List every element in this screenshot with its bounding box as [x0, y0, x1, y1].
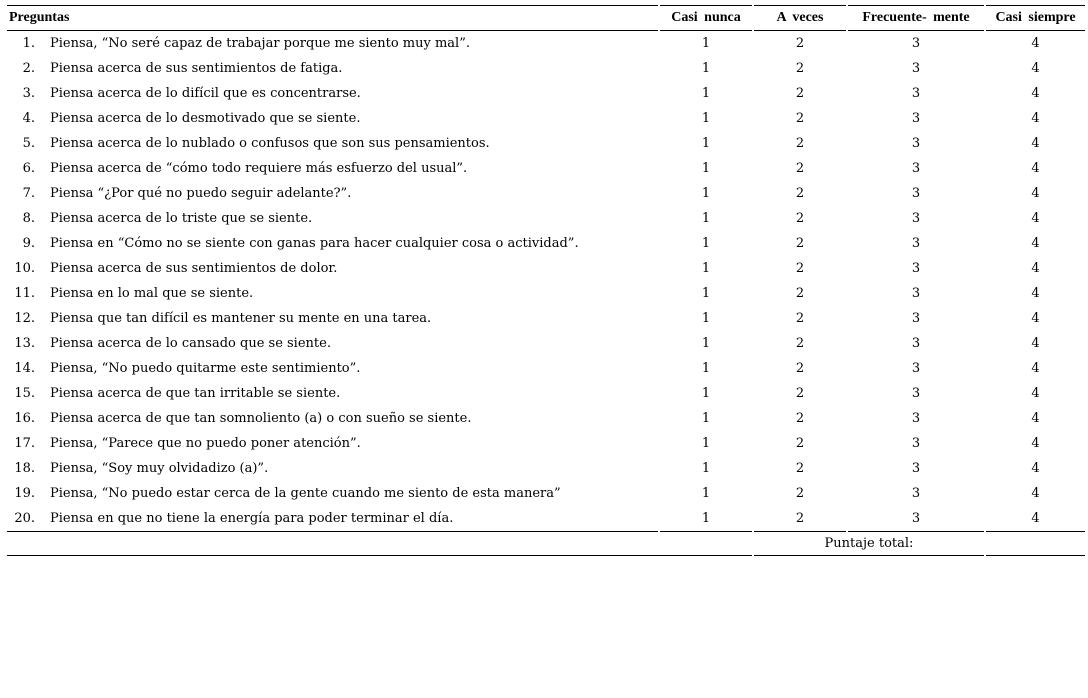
score-casi-siempre: 4	[1031, 161, 1040, 176]
score-casi-nunca: 1	[660, 506, 752, 532]
question-text: Piensa acerca de lo desmotivado que se siente.	[50, 111, 361, 126]
question-number: 1.	[22, 36, 35, 51]
score-a-veces: 2	[795, 336, 805, 351]
question-cell	[7, 481, 658, 506]
score-frecuentemente: 3	[911, 486, 921, 501]
table-row	[7, 256, 1085, 281]
score-casi-nunca: 1	[701, 411, 711, 426]
score-frecuentemente: 3	[911, 186, 921, 201]
score-casi-siempre: 4	[1031, 236, 1040, 251]
question-number: 12.	[14, 311, 35, 326]
table-header	[7, 5, 1085, 31]
question-text: Piensa acerca de que tan somnoliento (a) o con sueño se siente.	[50, 411, 472, 426]
score-casi-siempre: 4	[1031, 486, 1040, 501]
score-a-veces: 2	[795, 136, 805, 151]
score-casi-nunca: 1	[701, 486, 711, 501]
score-frecuentemente: 3	[911, 211, 921, 226]
score-a-veces: 2	[795, 286, 805, 301]
question-cell	[7, 256, 658, 281]
score-casi-siempre: 4	[1031, 61, 1040, 76]
question-number: 3.	[22, 86, 35, 101]
question-text: Piensa en “Cómo no se siente con ganas para hacer cualquier cosa o actividad”.	[50, 236, 579, 251]
question-cell	[7, 381, 658, 406]
score-frecuentemente: 3	[911, 261, 921, 276]
question-text: Piensa acerca de que tan irritable se siente.	[50, 386, 341, 401]
score-casi-nunca: 1	[701, 436, 711, 451]
question-text: Piensa acerca de lo nublado o confusos que son sus pensamientos.	[50, 136, 490, 151]
question-number: 16.	[14, 411, 35, 426]
score-a-veces: 2	[795, 236, 805, 251]
question-text: Piensa acerca de lo cansado que se siente.	[50, 336, 331, 351]
score-a-veces: 2	[795, 311, 805, 326]
table-row	[7, 406, 1085, 431]
question-cell	[7, 81, 658, 106]
question-cell	[7, 506, 658, 532]
score-a-veces: 2	[795, 461, 805, 476]
table-row	[7, 156, 1085, 181]
question-text: Piensa, “Soy muy olvidadizo (a)”.	[50, 461, 269, 476]
score-frecuentemente: 3	[911, 61, 921, 76]
score-casi-nunca: 1	[701, 86, 711, 101]
score-casi-nunca: 1	[701, 136, 711, 151]
questionnaire-table	[5, 5, 1087, 556]
question-number: 18.	[14, 461, 35, 476]
table-row	[7, 281, 1085, 306]
table-row	[7, 81, 1085, 106]
score-a-veces: 2	[795, 411, 805, 426]
question-cell	[7, 306, 658, 331]
question-text: Piensa en lo mal que se siente.	[50, 286, 254, 301]
score-a-veces: 2	[795, 161, 805, 176]
table-row	[7, 481, 1085, 506]
table-row	[7, 356, 1085, 381]
question-number: 6.	[22, 161, 35, 176]
header-option-frecuentemente: Frecuente- mente	[848, 5, 984, 31]
question-number: 5.	[22, 136, 35, 151]
total-row	[7, 532, 1085, 556]
score-casi-siempre: 4	[1031, 136, 1040, 151]
question-cell	[7, 56, 658, 81]
question-text: Piensa acerca de lo difícil que es concentrarse.	[50, 86, 361, 101]
score-frecuentemente: 3	[848, 506, 984, 532]
score-casi-nunca: 1	[701, 186, 711, 201]
score-casi-nunca: 1	[701, 286, 711, 301]
score-casi-siempre: 4	[1031, 461, 1040, 476]
question-number: 15.	[14, 386, 35, 401]
score-frecuentemente: 3	[911, 311, 921, 326]
score-frecuentemente: 3	[911, 36, 921, 51]
question-number: 19.	[14, 486, 35, 501]
question-cell	[7, 131, 658, 156]
score-frecuentemente: 3	[911, 86, 921, 101]
score-frecuentemente: 3	[911, 411, 921, 426]
score-casi-nunca: 1	[701, 461, 711, 476]
question-text: Piensa, “No puedo estar cerca de la gente cuando me siento de esta manera”	[50, 486, 561, 501]
score-frecuentemente: 3	[911, 361, 921, 376]
score-casi-siempre: 4	[1031, 436, 1040, 451]
question-cell	[7, 181, 658, 206]
question-text: Piensa acerca de sus sentimientos de dolor.	[50, 261, 338, 276]
question-cell	[7, 356, 658, 381]
score-a-veces: 2	[795, 86, 805, 101]
table-row	[7, 381, 1085, 406]
score-casi-nunca: 1	[701, 161, 711, 176]
table-footer	[7, 532, 1085, 556]
score-frecuentemente: 3	[911, 336, 921, 351]
total-score-value	[986, 532, 1085, 556]
score-casi-siempre: 4	[1031, 311, 1040, 326]
score-frecuentemente: 3	[911, 136, 921, 151]
question-cell	[7, 231, 658, 256]
question-number: 20.	[14, 511, 35, 526]
score-a-veces: 2	[795, 486, 805, 501]
question-cell	[7, 331, 658, 356]
table-row	[7, 181, 1085, 206]
table-row	[7, 506, 1085, 532]
question-number: 7.	[22, 186, 35, 201]
table-row	[7, 331, 1085, 356]
question-text: Piensa, “Parece que no puedo poner atención”.	[50, 436, 361, 451]
score-frecuentemente: 3	[911, 461, 921, 476]
score-frecuentemente: 3	[911, 436, 921, 451]
question-cell	[7, 281, 658, 306]
score-frecuentemente: 3	[911, 286, 921, 301]
question-number: 10.	[14, 261, 35, 276]
question-number: 9.	[22, 236, 35, 251]
table-row	[7, 206, 1085, 231]
score-casi-siempre: 4	[1031, 336, 1040, 351]
question-text: Piensa acerca de lo triste que se siente.	[50, 211, 313, 226]
question-cell	[7, 431, 658, 456]
score-a-veces: 2	[795, 361, 805, 376]
score-casi-siempre: 4	[1031, 261, 1040, 276]
question-text: Piensa, “No puedo quitarme este sentimiento”.	[50, 361, 361, 376]
question-number: 8.	[22, 211, 35, 226]
score-casi-nunca: 1	[701, 236, 711, 251]
score-casi-nunca: 1	[701, 61, 711, 76]
question-text: Piensa, “No seré capaz de trabajar porque me siento muy mal”.	[50, 36, 470, 51]
score-a-veces: 2	[795, 61, 805, 76]
table-row	[7, 306, 1085, 331]
question-number: 4.	[22, 111, 35, 126]
score-frecuentemente: 3	[911, 111, 921, 126]
question-text: Piensa “¿Por qué no puedo seguir adelante?”.	[50, 186, 352, 201]
score-a-veces: 2	[795, 186, 805, 201]
score-casi-siempre: 4	[1031, 211, 1040, 226]
header-row	[7, 5, 1085, 31]
score-casi-siempre: 4	[986, 506, 1085, 532]
score-frecuentemente: 3	[911, 236, 921, 251]
score-casi-nunca: 1	[701, 386, 711, 401]
score-casi-siempre: 4	[1031, 186, 1040, 201]
question-cell	[7, 156, 658, 181]
header-option-casi-nunca: Casi nunca	[660, 5, 752, 31]
score-casi-siempre: 4	[1031, 36, 1040, 51]
score-a-veces: 2	[795, 36, 805, 51]
total-spacer	[7, 532, 752, 556]
question-text: Piensa acerca de sus sentimientos de fatiga.	[50, 61, 343, 76]
score-casi-nunca: 1	[701, 361, 711, 376]
table-body	[7, 31, 1085, 532]
header-questions: Preguntas	[7, 5, 658, 31]
question-cell	[7, 406, 658, 431]
table-row	[7, 56, 1085, 81]
question-cell	[7, 31, 658, 56]
score-casi-nunca: 1	[701, 261, 711, 276]
score-frecuentemente: 3	[911, 161, 921, 176]
question-number: 17.	[14, 436, 35, 451]
question-number: 13.	[14, 336, 35, 351]
table-row	[7, 431, 1085, 456]
header-option-casi-siempre: Casi siempre	[986, 5, 1085, 31]
question-number: 14.	[14, 361, 35, 376]
table-row	[7, 456, 1085, 481]
score-frecuentemente: 3	[911, 386, 921, 401]
question-text: Piensa acerca de “cómo todo requiere más esfuerzo del usual”.	[50, 161, 468, 176]
question-number: 2.	[22, 61, 35, 76]
header-option-a-veces: A veces	[754, 5, 846, 31]
score-a-veces: 2	[795, 211, 805, 226]
question-cell	[7, 106, 658, 131]
score-casi-siempre: 4	[1031, 286, 1040, 301]
score-casi-nunca: 1	[701, 211, 711, 226]
table-row	[7, 231, 1085, 256]
question-cell	[7, 206, 658, 231]
question-text: Piensa que tan difícil es mantener su mente en una tarea.	[50, 311, 432, 326]
table-row	[7, 131, 1085, 156]
score-a-veces: 2	[795, 111, 805, 126]
question-cell	[7, 456, 658, 481]
score-casi-siempre: 4	[1031, 386, 1040, 401]
table-row	[7, 31, 1085, 56]
score-a-veces: 2	[795, 436, 805, 451]
score-a-veces: 2	[754, 506, 846, 532]
score-casi-siempre: 4	[1031, 361, 1040, 376]
score-casi-siempre: 4	[1031, 86, 1040, 101]
score-casi-nunca: 1	[701, 336, 711, 351]
total-score-label: Puntaje total:	[754, 532, 984, 556]
score-casi-nunca: 1	[701, 111, 711, 126]
score-a-veces: 2	[795, 386, 805, 401]
score-casi-nunca: 1	[701, 311, 711, 326]
table-row	[7, 106, 1085, 131]
question-number: 11.	[14, 286, 35, 301]
question-text: Piensa en que no tiene la energía para poder terminar el día.	[50, 511, 454, 526]
score-a-veces: 2	[795, 261, 805, 276]
score-casi-nunca: 1	[701, 36, 711, 51]
score-casi-siempre: 4	[1031, 411, 1040, 426]
score-casi-siempre: 4	[1031, 111, 1040, 126]
